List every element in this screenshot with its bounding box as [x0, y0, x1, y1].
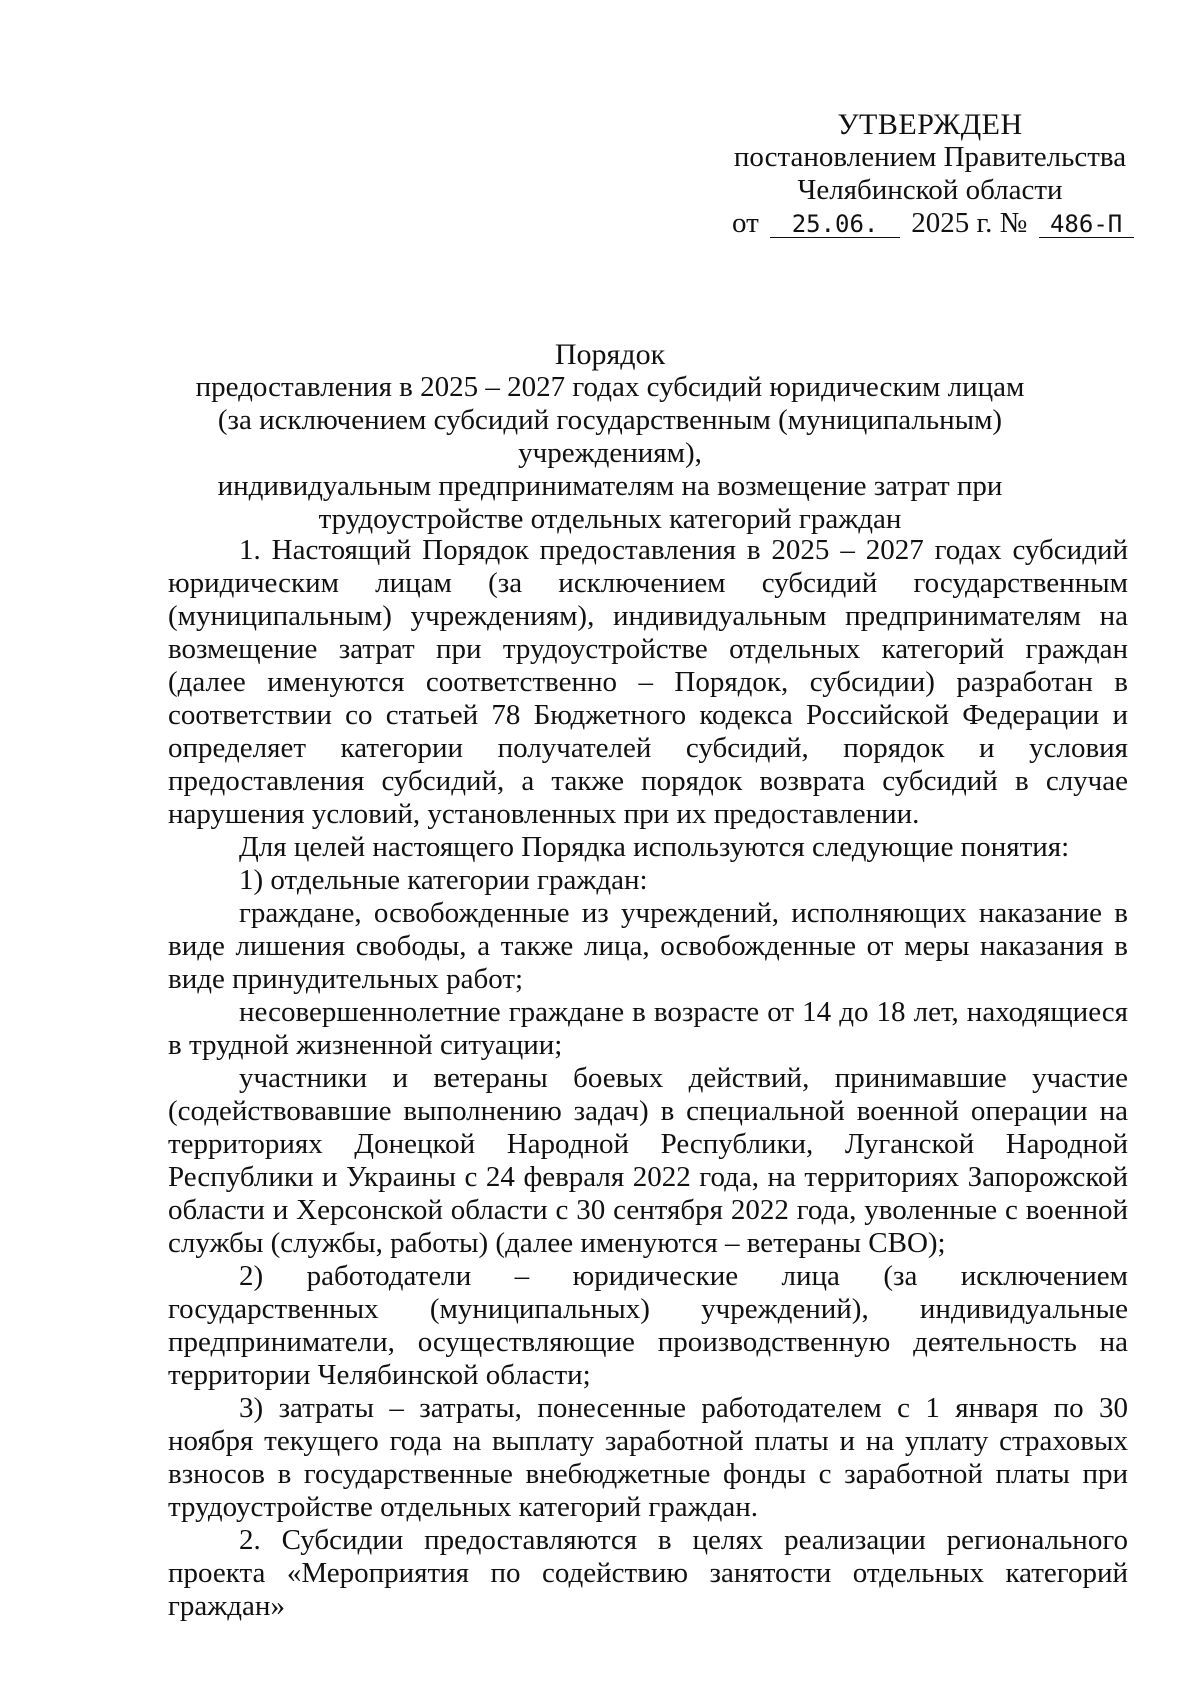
paragraph-1: 1. Настоящий Порядок предоставления в 2025 – 2027 годах субсидий юридическим лицам (за исключением субсидий государственным (муниципальным) учреждениям), индивидуальным предпринимателям на возмещение затрат при трудоустройстве отдельных категорий граждан (далее именуются соответственно – Порядок, субсидии) разработан в соответствии со статьей 78 Бюджетного кодекса Российской Федерации и определяет категории получателей субсидий, порядок и условия предоставления субсидий, а также порядок возврата субсидий в случае нарушения условий, установленных при их предоставлении.: [168, 534, 1128, 830]
date-prefix: от: [732, 207, 759, 239]
approval-date-line: [720, 207, 1140, 240]
paragraph-costs: 3) затраты – затраты, понесенные работодателем с 1 января по 30 ноября текущего года на выплату заработной платы и на уплату страховых взносов в государственные внебюджетные фонды с заработной платы при трудоустройстве отдельных категорий граждан.: [168, 1392, 1128, 1523]
title-line-2: (за исключением субсидий государственным (муниципальным) учреждениям),: [217, 404, 1003, 469]
year-label: 2025 г. №: [911, 207, 1028, 239]
title-line-3: индивидуальным предпринимателям на возмещение затрат при: [217, 470, 1003, 502]
date-value: 25.06.: [770, 211, 900, 238]
paragraph-minors: несовершеннолетние граждане в возрасте от 14 до 18 лет, находящиеся в трудной жизненной ситуации;: [168, 996, 1128, 1061]
title-line-4: трудоустройстве отдельных категорий граждан: [318, 503, 902, 535]
title-line-1: предоставления в 2025 – 2027 годах субсидий юридическим лицам: [195, 371, 1025, 403]
title-main: Порядок: [554, 338, 666, 371]
paragraph-employers: 2) работодатели – юридические лица (за исключением государственных (муниципальных) учреждений), индивидуальные предприниматели, осуществляющие производственную деятельность на территории Челябинской области;: [168, 1260, 1128, 1391]
approval-region: Челябинской области: [797, 174, 1063, 206]
approval-heading: УТВЕРЖДЕН: [837, 108, 1023, 141]
document-number: 486-П: [1039, 211, 1134, 238]
document-title: [150, 338, 1070, 536]
approval-authority: постановлением Правительства: [733, 141, 1127, 173]
document-body: [168, 534, 1128, 1623]
paragraph-categories: 1) отдельные категории граждан:: [239, 864, 648, 896]
paragraph-2: 2. Субсидии предоставляются в целях реализации регионального проекта «Мероприятия по содействию занятости отдельных категорий граждан»: [168, 1524, 1128, 1622]
paragraph-veterans: участники и ветераны боевых действий, принимавшие участие (содействовавшие выполнению задач) в специальной военной операции на территориях Донецкой Народной Республики, Луганской Народной Республики и Украины с 24 февраля 2022 года, на территориях Запорожской области и Херсонской области с 30 сентября 2022 года, уволенные с военной службы (службы, работы) (далее именуются – ветераны СВО);: [168, 1062, 1128, 1259]
paragraph-definitions-intro: Для целей настоящего Порядка используются следующие понятия:: [239, 831, 1070, 863]
approval-stamp-block: [720, 108, 1140, 240]
paragraph-released-citizens: граждане, освобожденные из учреждений, исполняющих наказание в виде лишения свободы, а также лица, освобожденные от меры наказания в виде принудительных работ;: [168, 897, 1128, 995]
